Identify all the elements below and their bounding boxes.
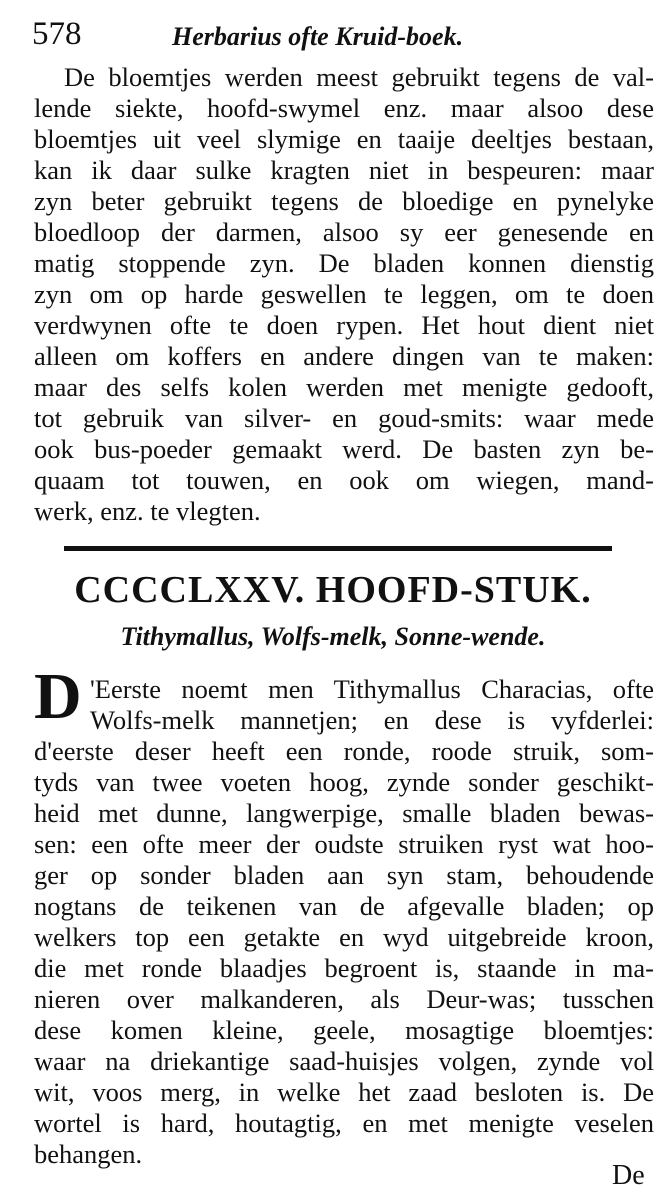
text-line: sen: een ofte meer der oudste struiken ryst wat hoo- [34,829,654,859]
paragraph-continued [34,62,654,527]
text-line: welkers top een getakte en wyd uitgebreide kroon, [34,922,654,952]
text-line: kan ik daar sulke kragten niet in bespeuren: maar [34,155,654,185]
text-line: maar des selfs kolen werden met menigte gedooft, [34,372,654,402]
running-head: Herbarius ofte Kruid-boek. [172,22,464,51]
text-line: heid met dunne, langwerpige, smalle bladen bewas- [34,798,654,828]
text-line: tot gebruik van silver- en goud-smits: waar mede [34,403,654,433]
text-line: bloemtjes uit veel slymige en taaije deeltjes bestaan, [34,124,654,154]
text-line: Wolfs-melk mannetjen; en dese is vyfderlei: [90,705,654,735]
text-line: zyn beter gebruikt tegens de bloedige en pynelyke [34,186,654,216]
text-line: waar na driekantige saad-huisjes volgen, zynde vol [34,1046,654,1076]
text-line: zyn om op harde geswellen te leggen, om te doen [34,279,654,309]
catchword: De [612,1160,645,1191]
text-line: behangen. [34,1139,143,1169]
text-line: tyds van twee voeten hoog, zynde sonder geschikt- [34,767,654,797]
text-line: ger op sonder bladen aan syn stam, behoudende [34,860,654,890]
text-line: d'eerste deser heeft een ronde, roode struik, som- [34,736,654,766]
text-line: alleen om koffers en andere dingen van te maken: [34,341,654,371]
text-line: verdwynen ofte te doen rypen. Het hout dient niet [34,310,654,340]
text-line: 'Eerste noemt men Tithymallus Characias, ofte [90,674,654,704]
section-divider [64,546,612,551]
page-number: 578 [32,16,82,52]
text-line: matig stoppende zyn. De bladen konnen dienstig [34,248,654,278]
text-line: bloedloop der darmen, alsoo sy eer genesende en [34,217,654,247]
text-line: wit, voos merg, in welke het zaad besloten is. De [34,1077,654,1107]
text-line: nogtans de teikenen van de afgevalle bladen; op [34,891,654,921]
chapter-title: CCCCLXXV. HOOFD-STUK. [74,569,592,611]
text-line: dese komen kleine, geele, mosagtige bloemtjes: [34,1015,654,1045]
text-line: die met ronde blaadjes begroent is, staande in ma- [34,953,654,983]
text-line: quaam tot touwen, en ook om wiegen, mand- [34,465,654,495]
text-line: ook bus-poeder gemaakt werd. De basten zyn be- [34,434,654,464]
drop-cap: D [34,660,82,733]
text-line: De bloemtjes werden meest gebruikt tegens de val- [64,62,654,92]
text-line: wortel is hard, houtagtig, en met menigte veselen [34,1108,654,1138]
text-line: nieren over malkanderen, als Deur-was; tusschen [34,984,654,1014]
paragraph-chapter [34,674,654,1170]
text-line: werk, enz. te vlegten. [34,496,261,526]
text-line: lende siekte, hoofd-swymel enz. maar alsoo dese [34,93,654,123]
chapter-subtitle: Tithymallus, Wolfs-melk, Sonne-wende. [120,622,546,651]
page-header [32,16,652,56]
